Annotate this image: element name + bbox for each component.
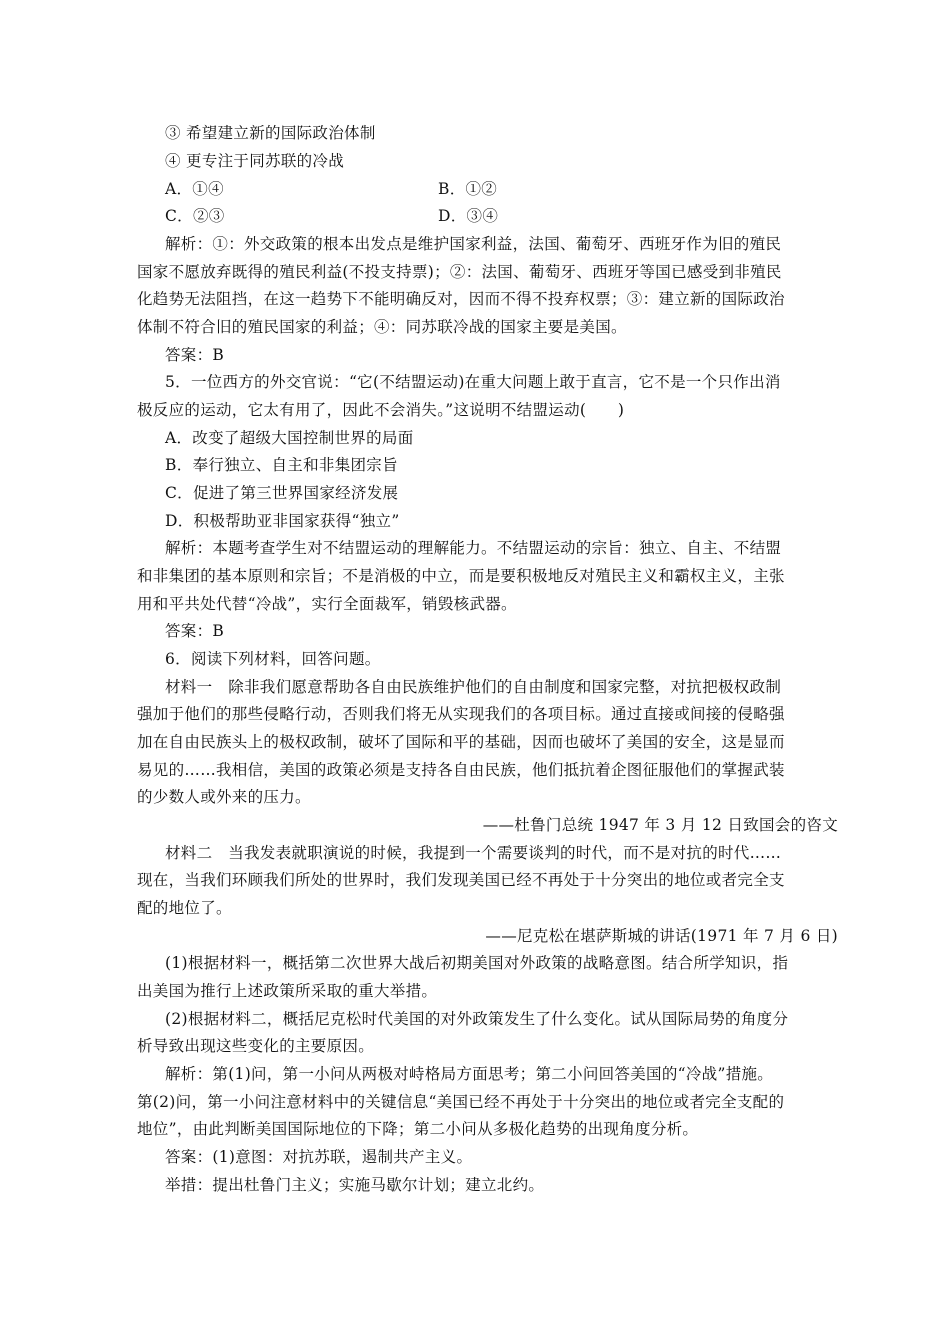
q4-analysis-line: 国家不愿放弃既得的殖民利益(不投支持票)；②：法国、葡萄牙、西班牙等国已感受到非殖民 [137,263,782,281]
q6-answer-2: 举措：提出杜鲁门主义；实施马歇尔计划；建立北约。 [165,1176,545,1194]
material1-line: 加在自由民族头上的极权政制，破坏了国际和平的基础，因而也破坏了美国的安全，这是显而 [137,733,785,751]
q5-choice-d: D．积极帮助亚非国家获得“独立” [165,512,400,530]
sub-question-1-line: 出美国为推行上述政策所采取的重大举措。 [137,982,438,1000]
material1-line: 材料一 除非我们愿意帮助各自由民族维护他们的自由制度和国家完整，对抗把极权政制 [165,678,782,696]
q6-analysis-line: 解析：第(1)问，第一小问从两极对峙格局方面思考；第二小问回答美国的“冷战”措施。 [165,1065,774,1083]
material2-line: 材料二 当我发表就职演说的时候，我提到一个需要谈判的时代，而不是对抗的时代…… [165,844,782,862]
q6-analysis-line: 地位”，由此判断美国国际地位的下降；第二小问从多极化趋势的出现角度分析。 [137,1120,699,1138]
option-4: ④ 更专注于同苏联的冷战 [165,152,345,170]
q4-analysis-line: 体制不符合旧的殖民国家的利益；④：同苏联冷战的国家主要是美国。 [137,318,627,336]
material1-source: ——杜鲁门总统 1947 年 3 月 12 日致国会的咨文 [482,816,838,834]
q4-analysis-line: 化趋势无法阻挡，在这一趋势下不能明确反对，因而不得不投弃权票；③：建立新的国际政治 [137,290,785,308]
q4-analysis-line: 解析：①：外交政策的根本出发点是维护国家利益，法国、葡萄牙、西班牙作为旧的殖民 [165,235,782,253]
q5-choice-a: A．改变了超级大国控制世界的局面 [165,429,414,447]
sub-question-1-line: (1)根据材料一，概括第二次世界大战后初期美国对外政策的战略意图。结合所学知识，指 [165,954,789,972]
q4-choice-c: C．②③ [165,207,225,225]
q5-stem-line: 极反应的运动，它太有用了，因此不会消失。”这说明不结盟运动( ) [137,401,625,419]
material2-line: 配的地位了。 [137,899,232,917]
q5-analysis-line: 和非集团的基本原则和宗旨；不是消极的中立，而是要积极地反对殖民主义和霸权主义，主张 [137,567,785,585]
material1-line: 易见的……我相信，美国的政策必须是支持各自由民族，他们抵抗着企图征服他们的掌握武装 [137,761,785,779]
q4-choice-a: A．①④ [165,180,224,198]
q5-stem-line: 5．一位西方的外交官说：“它(不结盟运动)在重大问题上敢于直言，它不是一个只作出消 [165,373,781,391]
q6-answer-1: 答案：(1)意图：对抗苏联，遏制共产主义。 [165,1148,473,1166]
sub-question-2-line: (2)根据材料二，概括尼克松时代美国的对外政策发生了什么变化。试从国际局势的角度分 [165,1010,789,1028]
q5-choice-c: C．促进了第三世界国家经济发展 [165,484,399,502]
material2-line: 现在，当我们环顾我们所处的世界时，我们发现美国已经不再处于十分突出的地位或者完全支 [137,871,785,889]
material1-line: 强加于他们的那些侵略行动，否则我们将无从实现我们的各项目标。通过直接或间接的侵略强 [137,705,785,723]
q5-analysis-line: 用和平共处代替“冷战”，实行全面裁军，销毁核武器。 [137,595,517,613]
q5-analysis-line: 解析：本题考查学生对不结盟运动的理解能力。不结盟运动的宗旨：独立、自主、不结盟 [165,539,782,557]
q4-choice-b: B．①② [438,180,498,198]
q4-answer: 答案：B [165,346,225,364]
option-3: ③ 希望建立新的国际政治体制 [165,124,376,142]
q5-answer: 答案：B [165,622,225,640]
q4-choice-d: D．③④ [438,207,499,225]
material1-line: 的少数人或外来的压力。 [137,788,311,806]
sub-question-2-line: 析导致出现这些变化的主要原因。 [137,1037,375,1055]
q5-choice-b: B．奉行独立、自主和非集团宗旨 [165,456,398,474]
q6-analysis-line: 第(2)问，第一小问注意材料中的关键信息“美国已经不再处于十分突出的地位或者完全支配的 [137,1093,785,1111]
q6-stem: 6．阅读下列材料，回答问题。 [165,650,381,668]
material2-source: ——尼克松在堪萨斯城的讲话(1971 年 7 月 6 日) [485,927,838,945]
